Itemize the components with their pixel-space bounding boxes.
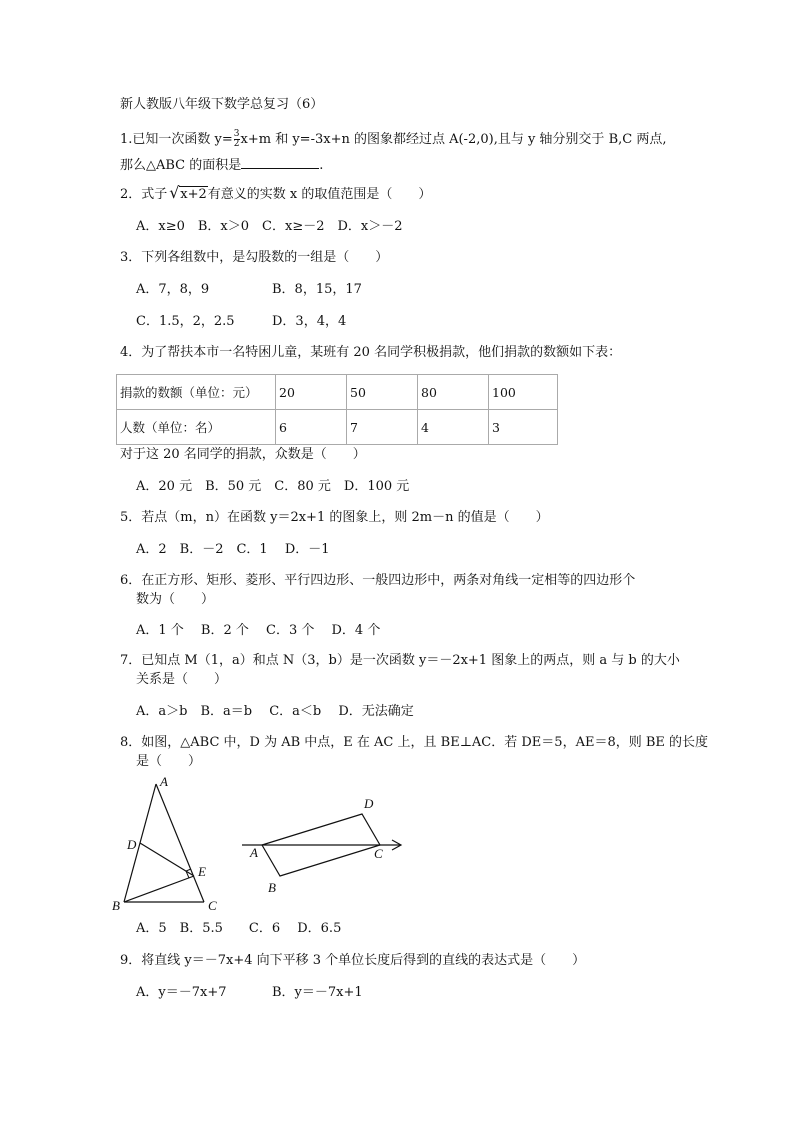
table-row [117, 410, 558, 445]
q2-text-pre: 2．式子 [120, 187, 168, 202]
q1-text-mid: x+m 和 y=-3x+n 的图象都经过点 A(-2,0),且与 y 轴分别交于 B,C 两点, [240, 132, 667, 147]
parallelogram-figure [236, 788, 412, 898]
question-8-options: A．5 B．5.5 C．6 D．6.5 [136, 921, 342, 936]
question-4-question: 对于这 20 名同学的捐款，众数是（ ） [120, 447, 366, 462]
question-5-options: A．2 B．－2 C．1 D．－1 [136, 542, 330, 557]
question-7-line-1: 7．已知点 M（1，a）和点 N（3，b）是一次函数 y＝－2x+1 图象上的两点，则 a 与 b 的大小 [120, 653, 680, 668]
question-4-options: A．20 元 B．50 元 C．80 元 D．100 元 [136, 479, 410, 494]
question-3-stem: 3．下列各组数中，是勾股数的一组是（ ） [120, 250, 389, 265]
question-5-stem: 5．若点（m，n）在函数 y＝2x+1 的图象上，则 2m－n 的值是（ ） [120, 510, 549, 525]
question-2-stem [120, 186, 431, 204]
question-1-line-1 [120, 130, 666, 149]
question-6-options: A．1 个 B．2 个 C．3 个 D．4 个 [136, 623, 381, 638]
label-b: B [268, 880, 276, 895]
q1-fraction-numerator: 3 [233, 129, 240, 139]
question-8-line-2: 是（ ） [136, 754, 202, 769]
question-9-option-a: A．y＝－7x+7 [136, 985, 227, 1000]
label-c: C [208, 898, 217, 913]
question-6-line-2: 数为（ ） [136, 592, 215, 607]
question-6-line-1: 6．在正方形、矩形、菱形、平行四边形、一般四边形中，两条对角线一定相等的四边形个 [120, 573, 636, 588]
table-cell: 6 [276, 410, 347, 445]
q1-fraction [234, 130, 240, 149]
question-3-option-d: D．3，4，4 [272, 314, 347, 329]
label-a: A [160, 774, 168, 789]
question-1-line-2 [120, 156, 323, 175]
question-4-stem: 4．为了帮扶本市一名特困儿童，某班有 20 名同学积极捐款，他们捐款的数额如下表： [120, 345, 622, 360]
label-d: D [364, 796, 374, 811]
question-9-option-b: B．y＝－7x+1 [272, 985, 363, 1000]
question-3-option-c: C．1.5，2，2.5 [136, 314, 235, 329]
table-cell: 捐款的数额（单位：元） [117, 375, 276, 410]
label-c: C [374, 846, 383, 861]
label-e: E [198, 864, 206, 879]
segment-ac [156, 784, 204, 902]
label-b: B [112, 898, 120, 913]
table-cell: 50 [347, 375, 418, 410]
table-cell: 4 [418, 410, 489, 445]
table-cell: 7 [347, 410, 418, 445]
table-cell: 100 [489, 375, 558, 410]
question-3-option-a: A．7，8，9 [136, 282, 210, 297]
question-9-stem: 9．将直线 y＝－7x+4 向下平移 3 个单位长度后得到的直线的表达式是（ ） [120, 953, 586, 968]
q1-line2-end: . [319, 158, 324, 173]
label-a: A [250, 845, 258, 860]
q1-fraction-denominator: 2 [233, 139, 240, 149]
q1-line2-text: 那么△ABC 的面积是 [120, 158, 242, 173]
table-row [117, 375, 558, 410]
page-title: 新人教版八年级下数学总复习（6） [120, 97, 324, 112]
table-cell: 80 [418, 375, 489, 410]
question-3-option-b: B．8，15，17 [272, 282, 362, 297]
question-8-line-1: 8．如图，△ABC 中，D 为 AB 中点，E 在 AC 上，且 BE⊥AC．若 DE＝5，AE＝8，则 BE 的长度 [120, 735, 709, 750]
answer-blank[interactable] [241, 156, 319, 169]
triangle-figure [110, 774, 230, 914]
table-cell: 人数（单位：名） [117, 410, 276, 445]
q1-text-pre: 1.已知一次函数 y= [120, 132, 233, 147]
table-cell: 20 [276, 375, 347, 410]
donation-table [116, 374, 558, 445]
square-root-argument: x+2 [180, 187, 207, 202]
segment-be [124, 876, 194, 902]
q2-text-post: 有意义的实数 x 的取值范围是（ ） [207, 187, 432, 202]
square-root [169, 186, 208, 204]
question-7-options: A．a＞b B．a＝b C．a＜b D．无法确定 [136, 704, 414, 719]
table-cell: 3 [489, 410, 558, 445]
question-2-options: A．x≥0 B．x＞0 C．x≥－2 D．x＞－2 [136, 219, 403, 234]
label-d: D [127, 837, 137, 852]
question-7-line-2: 关系是（ ） [136, 672, 228, 687]
